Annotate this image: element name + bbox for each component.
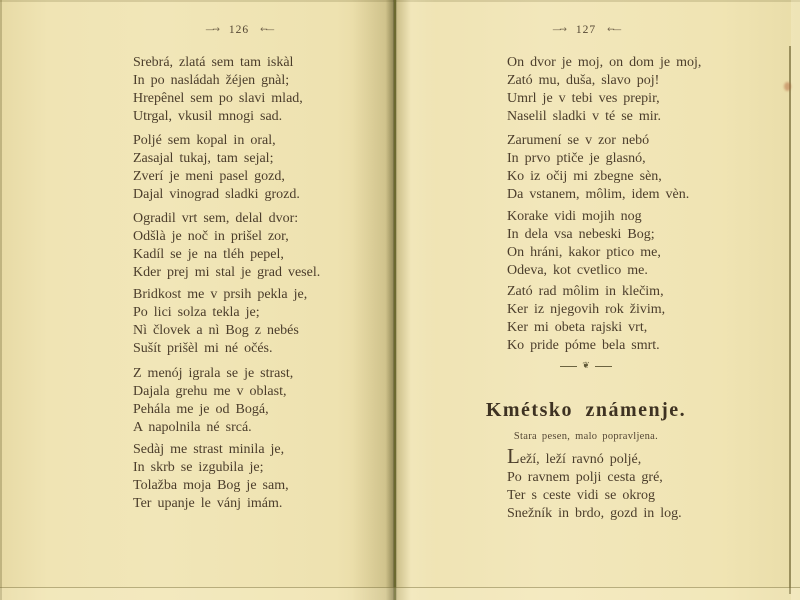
- poem-line: In po nasládah žéjen gnàl;: [133, 73, 290, 88]
- poem-line: Ker iz njegovih rok živim,: [507, 302, 666, 317]
- poem-line: Zasajal tukaj, tam sejal;: [133, 151, 274, 166]
- poem-line: Ko iz očij mi zbegne sèn,: [507, 169, 662, 184]
- poem-line: Ko pride póme bela smrt.: [507, 338, 660, 353]
- poem-line: Pehála me je od Bogá,: [133, 402, 269, 417]
- stanza: [133, 286, 368, 358]
- poem-line: Bridkost me v prsih pekla je,: [133, 287, 308, 302]
- poem-line: Kadíl se je na tléh pepel,: [133, 247, 284, 262]
- poem-line: Umrl je v tebi ves prepir,: [507, 91, 660, 106]
- poem-line: Ogradil vrt sem, delal dvor:: [133, 211, 299, 226]
- poem-line-text: eží, leží ravnó poljé,: [519, 452, 642, 467]
- poem-line: Sušít prišèl mi né očés.: [133, 341, 273, 356]
- stanza: [507, 54, 742, 126]
- poem-line: Po lici solza tekla je;: [133, 305, 260, 320]
- poem-line: Zató mu, duša, slavo poj!: [507, 73, 660, 88]
- poem-line: Utrgal, vkusil mnogi sad.: [133, 109, 283, 124]
- book-gutter-line: [394, 0, 396, 600]
- header-flourish-left-icon: —→: [205, 25, 218, 35]
- poem-line: Snežník in brdo, gozd in log.: [507, 506, 682, 521]
- poem-line: Sedàj me strast minila je,: [133, 442, 285, 457]
- page-bottom-margin: [0, 588, 800, 600]
- poem-line: Ter s ceste vidi se okrog: [507, 488, 655, 503]
- drop-cap: L: [507, 444, 520, 468]
- poem-line: Ter upanje le vánj imám.: [133, 496, 283, 511]
- header-flourish-right-icon: ←—: [607, 25, 620, 35]
- poem-line: Hrepênel sem po slavi mlad,: [133, 91, 303, 106]
- poem-line: [507, 444, 747, 469]
- poem-line: On dvor je moj, on dom je moj,: [507, 55, 702, 70]
- poem-line: In dela vsa nebeski Bog;: [507, 227, 655, 242]
- divider-rule-right: [595, 366, 612, 367]
- page-number-right: 127: [575, 24, 597, 36]
- poem-line: Dajala grehu me v oblast,: [133, 384, 287, 399]
- poem-line: Kder prej mi stal je grad vesel.: [133, 265, 321, 280]
- divider-rule-left: [560, 366, 577, 367]
- poem-line: Po ravnem polji cesta gré,: [507, 470, 663, 485]
- poem-line: Zarumení se v zor nebó: [507, 133, 650, 148]
- page-number-left: 126: [228, 24, 250, 36]
- stanza: [507, 283, 742, 355]
- poem-line: Ker mi obeta rajski vrt,: [507, 320, 648, 335]
- page-header-left: [133, 24, 345, 36]
- poem-line: Z menój igrala se je strast,: [133, 366, 294, 381]
- poem-line: Zató rad môlim in klečim,: [507, 284, 664, 299]
- poem-line: Dajal vinograd sladki grozd.: [133, 187, 300, 202]
- poem-line: Zverí je meni pasel gozd,: [133, 169, 285, 184]
- poem-line: Odšlà je noč in prišel zor,: [133, 229, 289, 244]
- poem-title: Kmétsko známenje.: [485, 399, 687, 421]
- poem-line: A napolnila né srcá.: [133, 420, 252, 435]
- paper-stain: [784, 82, 791, 91]
- header-flourish-left-icon: —→: [552, 25, 565, 35]
- poem-line: On hráni, kakor ptico me,: [507, 245, 661, 260]
- poem-line: Korake vidi mojih nog: [507, 209, 642, 224]
- page-right-margin: [791, 0, 800, 600]
- poem-line: In prvo ptiče je glasnó,: [507, 151, 646, 166]
- page-left-edge: [0, 0, 2, 600]
- section-divider: [468, 362, 704, 371]
- stanza: [133, 210, 368, 282]
- stanza: [133, 441, 368, 513]
- poem-line: Da vstanem, môlim, idem vèn.: [507, 187, 690, 202]
- poem-line: Tolažba moja Bog je sam,: [133, 478, 289, 493]
- header-flourish-right-icon: ←—: [260, 25, 273, 35]
- poem-subtitle: Stara pesen, malo popravljena.: [513, 431, 659, 442]
- poem-line: Nì človek a nì Bog z nebés: [133, 323, 299, 338]
- fleuron-icon: ❦: [582, 361, 590, 371]
- poem-line: In skrb se izgubila je;: [133, 460, 264, 475]
- stanza: [133, 132, 368, 204]
- stanza: [133, 365, 368, 437]
- stanza: [133, 54, 368, 126]
- poem-line: Naselil sladki v té se mir.: [507, 109, 662, 124]
- stanza: [507, 444, 747, 523]
- poem-line: Poljé sem kopal in oral,: [133, 133, 276, 148]
- stanza: [507, 132, 742, 204]
- stanza: [507, 208, 742, 280]
- page-header-right: [468, 24, 704, 36]
- poem-line: Srebrá, zlatá sem tam iskàl: [133, 55, 294, 70]
- poem-line: Odeva, kot cvetlico me.: [507, 263, 648, 278]
